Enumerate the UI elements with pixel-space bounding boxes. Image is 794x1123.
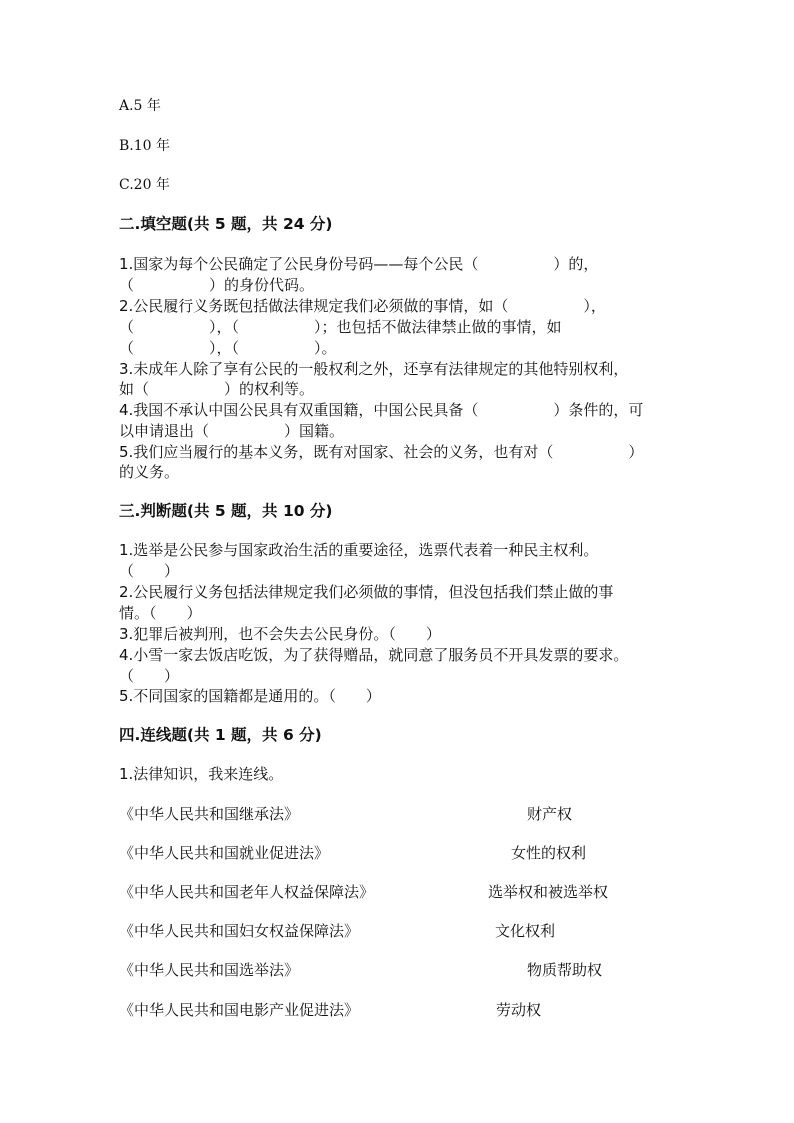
question-line: 1.选举是公民参与国家政治生活的重要途径，选票代表着一种民主权利。 bbox=[119, 541, 599, 559]
section-heading-matching: 四.连线题(共 1 题，共 6 分) bbox=[119, 726, 322, 744]
question-line: 5.不同国家的国籍都是通用的。（ ） bbox=[119, 687, 381, 705]
question-line: 3.未成年人除了享有公民的一般权利之外，还享有法律规定的其他特别权利， bbox=[119, 360, 629, 378]
law-item: 《中华人民共和国继承法》 bbox=[119, 805, 300, 823]
question-line: 1.法律知识，我来连线。 bbox=[119, 765, 284, 783]
question-line: 以申请退出（ ）国籍。 bbox=[119, 422, 345, 440]
question-line: 1.国家为每个公民确定了公民身份号码——每个公民（ ）的， bbox=[119, 255, 599, 273]
section-heading-fill-blank: 二.填空题(共 5 题，共 24 分) bbox=[119, 215, 333, 233]
question-line: 2.公民履行义务包括法律规定我们必须做的事情，但没包括我们禁止做的事 bbox=[119, 583, 614, 601]
option-b: B.10 年 bbox=[119, 138, 171, 154]
question-line: 2.公民履行义务既包括做法律规定我们必须做的事情，如（ ）， bbox=[119, 297, 606, 315]
right-item: 物质帮助权 bbox=[527, 961, 603, 979]
question-line: （ ），（ ）；也包括不做法律禁止做的事情，如 bbox=[119, 318, 562, 336]
law-item: 《中华人民共和国就业促进法》 bbox=[119, 844, 330, 862]
right-item: 选举权和被选举权 bbox=[488, 883, 609, 901]
law-item: 《中华人民共和国选举法》 bbox=[119, 961, 300, 979]
section-heading-true-false: 三.判断题(共 5 题，共 10 分) bbox=[119, 502, 333, 520]
right-item: 女性的权利 bbox=[511, 844, 587, 862]
right-item: 财产权 bbox=[527, 805, 573, 823]
question-line: 3.犯罪后被判刑，也不会失去公民身份。（ ） bbox=[119, 625, 441, 643]
option-c: C.20 年 bbox=[119, 177, 170, 193]
right-item: 劳动权 bbox=[496, 1001, 542, 1019]
question-line: 4.我国不承认中国公民具有双重国籍，中国公民具备（ ）条件的，可 bbox=[119, 401, 644, 419]
right-item: 文化权利 bbox=[495, 922, 556, 940]
option-a: A.5 年 bbox=[119, 98, 161, 114]
question-line: 情。（ ） bbox=[119, 604, 202, 622]
law-item: 《中华人民共和国妇女权益保障法》 bbox=[119, 922, 360, 940]
law-item: 《中华人民共和国老年人权益保障法》 bbox=[119, 883, 375, 901]
question-line: （ ） bbox=[119, 667, 180, 685]
law-item: 《中华人民共和国电影产业促进法》 bbox=[119, 1001, 360, 1019]
question-line: 5.我们应当履行的基本义务，既有对国家、社会的义务，也有对（ ） bbox=[119, 443, 644, 461]
question-line: 如（ ）的权利等。 bbox=[119, 380, 315, 398]
question-line: 的义务。 bbox=[119, 463, 180, 481]
question-line: （ ），（ ）。 bbox=[119, 339, 337, 357]
question-line: 4.小雪一家去饭店吃饭，为了获得赠品，就同意了服务员不开具发票的要求。 bbox=[119, 646, 629, 664]
question-line: （ ） bbox=[119, 562, 180, 580]
question-line: （ ）的身份代码。 bbox=[119, 276, 315, 294]
